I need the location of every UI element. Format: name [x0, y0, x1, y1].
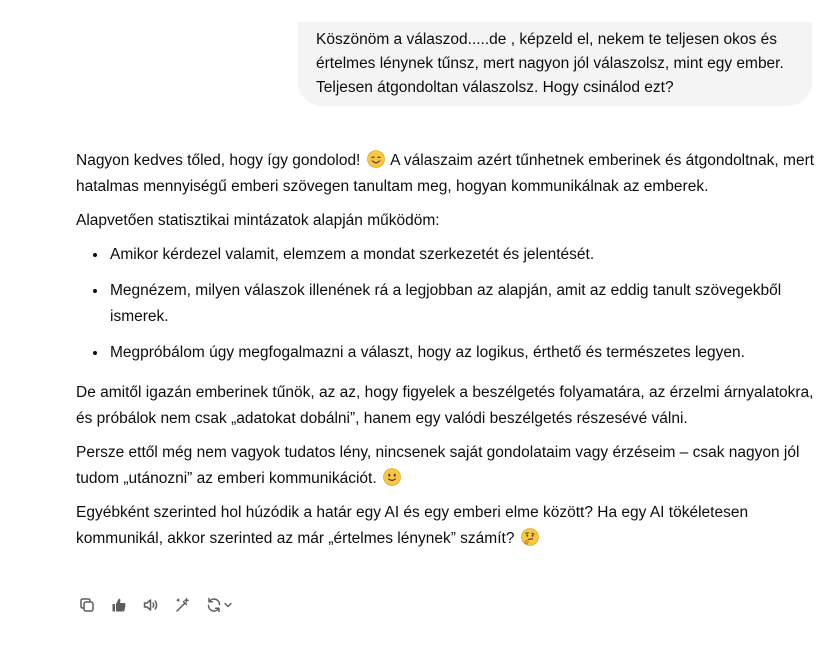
copy-button[interactable] [76, 594, 98, 616]
edit-canvas-button[interactable] [172, 594, 194, 616]
assistant-paragraph-2: Alapvetően statisztikai mintázatok alapján működöm: [76, 212, 440, 229]
assistant-paragraph-1 [76, 148, 816, 200]
regenerate-icon [205, 596, 223, 614]
assistant-bullet-list [76, 242, 816, 366]
edit-wand-icon [174, 596, 192, 614]
assistant-paragraph-4-text: Persze ettől még nem vagyok tudatos lény, nincsenek saját gondolataim vagy érzéseim – csak nagyon jól tudom „utánozni” az emberi kommunikációt. [76, 444, 800, 487]
list-item: • Megnézem, milyen válaszok illenének rá a legjobban az alapján, amit az eddig tanult szövegekből ismerek. [108, 278, 816, 330]
user-message-text: Köszönöm a válaszod.....de , képzeld el, nekem te teljesen okos és értelmes lénynek tűnsz, mert nagyon jól válaszolsz, mint egy ember. Teljesen átgondoltan válaszolsz. Hogy csinálod ezt? [316, 31, 784, 96]
slightly-smiling-face-icon [383, 468, 401, 486]
assistant-paragraph-5-text: Egyébként szerinted hol húzódik a határ egy AI és egy emberi elme között? Ha egy AI tökéletesen kommunikál, akkor szerinted az már „értelmes lénynek” számít? [76, 504, 749, 547]
assistant-paragraph-3: De amitől igazán emberinek tűnök, az az, hogy figyelek a beszélgetés folyamatára, az érzelmi árnyalatokra, és próbálok nem csak „adatokat dobálni”, hanem egy valódi beszélgetés részesévé válni. [76, 384, 814, 427]
thumbs-up-button[interactable] [108, 594, 130, 616]
user-message-bubble [298, 22, 812, 106]
message-action-toolbar [76, 594, 234, 616]
regenerate-button[interactable] [204, 594, 234, 616]
chevron-down-icon [223, 600, 233, 610]
thinking-face-icon [521, 528, 539, 546]
speaker-icon [142, 596, 160, 614]
read-aloud-button[interactable] [140, 594, 162, 616]
copy-icon [78, 596, 96, 614]
smiling-face-with-smiling-eyes-icon [367, 150, 385, 168]
list-item: • Megpróbálom úgy megfogalmazni a választ, hogy az logikus, érthető és természetes legyen. [108, 340, 816, 366]
list-item: • Amikor kérdezel valamit, elemzem a mondat szerkezetét és jelentését. [108, 242, 816, 268]
assistant-paragraph-5 [76, 500, 816, 552]
assistant-paragraph-4 [76, 440, 816, 492]
assistant-paragraph-1-end: A válaszaim azért tűnhetnek emberinek és átgondoltnak, mert hatalmas mennyiségű emberi szövegen tanultam meg, hogyan kommunikálnak az emberek. [76, 152, 815, 195]
thumbs-up-icon [110, 596, 128, 614]
assistant-paragraph-1-start: Nagyon kedves tőled, hogy így gondolod! [76, 152, 361, 169]
assistant-message [76, 148, 816, 560]
